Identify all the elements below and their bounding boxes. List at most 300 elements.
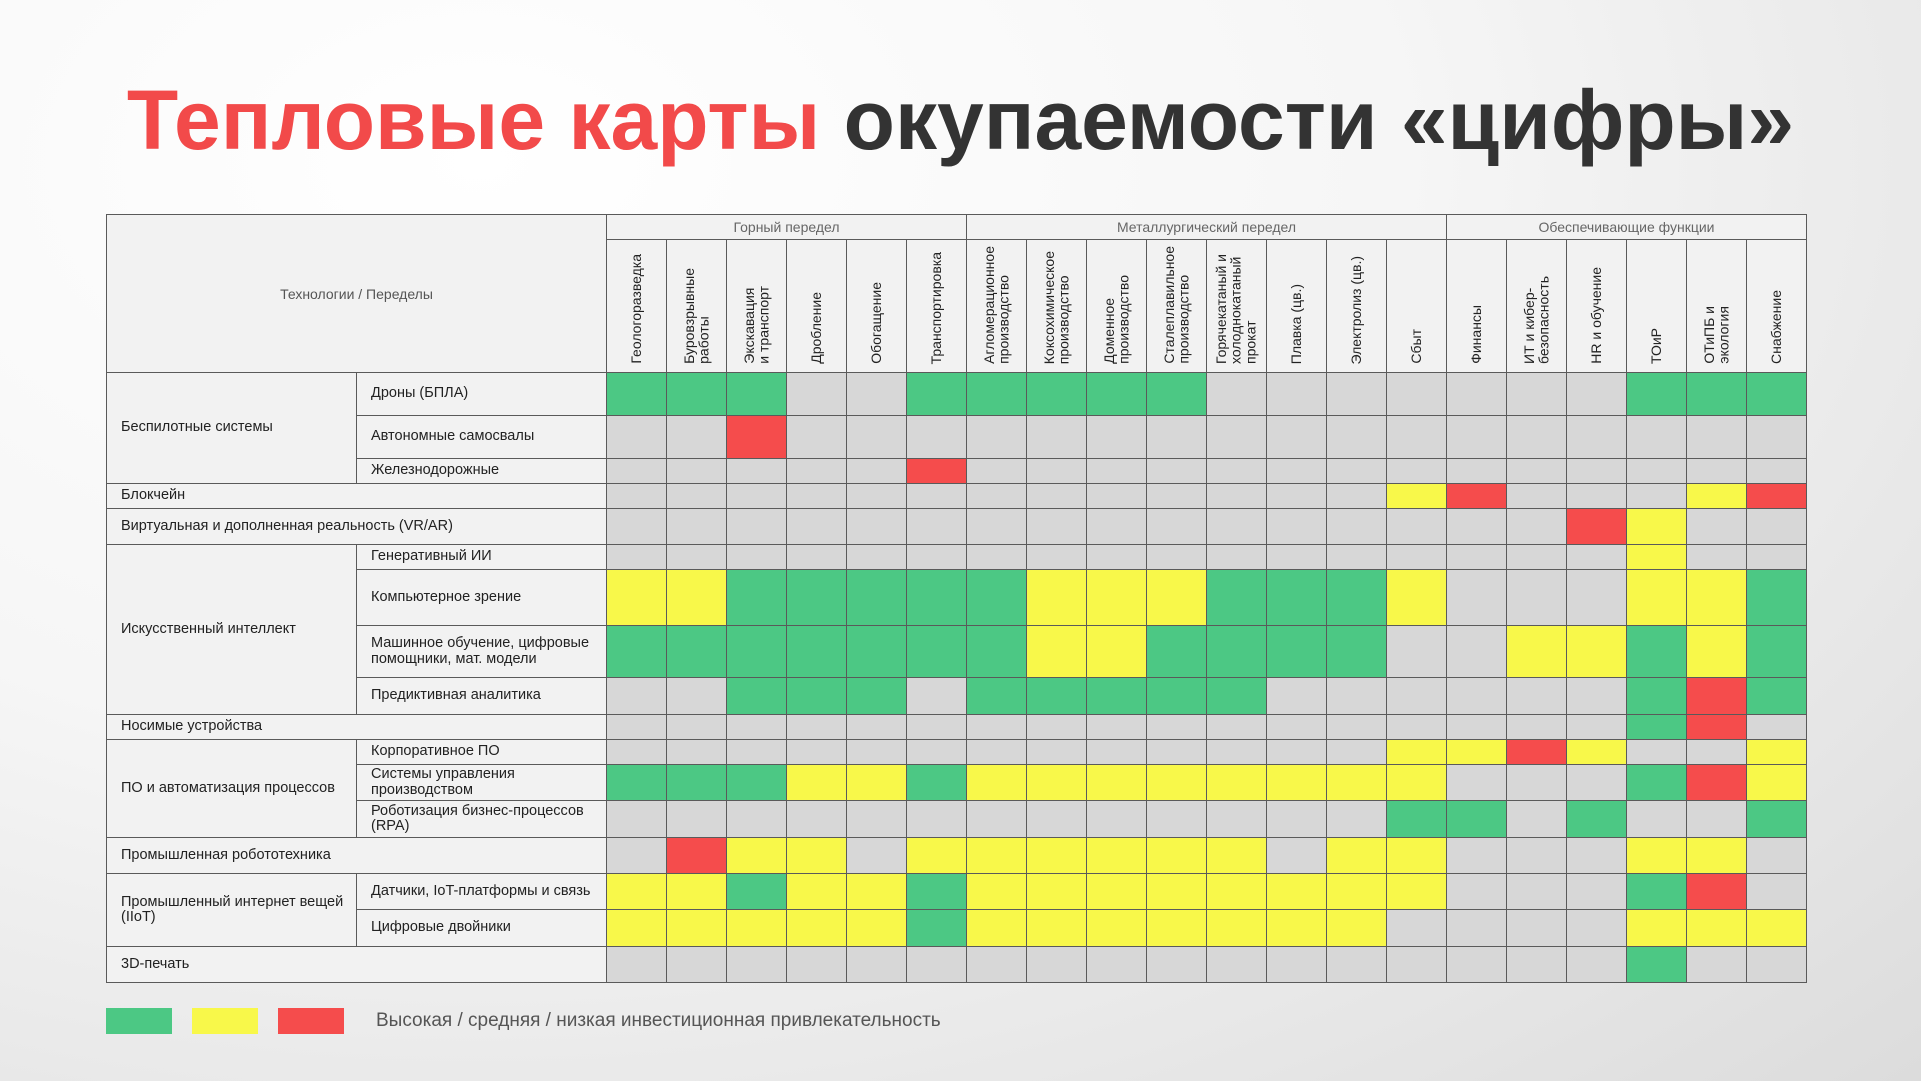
heatmap-cell [1267, 801, 1327, 838]
heatmap-cell [1627, 509, 1687, 545]
heatmap-cell [1687, 459, 1747, 484]
heatmap-cell [1267, 715, 1327, 740]
heatmap-cell [967, 373, 1027, 416]
heatmap-row [107, 484, 1807, 509]
heatmap-row [107, 459, 1807, 484]
heatmap-cell [1447, 910, 1507, 947]
heatmap-cell [907, 838, 967, 874]
heatmap-cell [907, 910, 967, 947]
heatmap-cell [1387, 545, 1447, 570]
heatmap-cell [1507, 874, 1567, 910]
heatmap-cell [1447, 678, 1507, 715]
heatmap-cell [1267, 740, 1327, 765]
heatmap-cell [1687, 416, 1747, 459]
heatmap-cell [907, 765, 967, 801]
heatmap-cell [727, 910, 787, 947]
heatmap-cell [787, 570, 847, 626]
heatmap-cell [1327, 509, 1387, 545]
column-header [907, 240, 967, 373]
heatmap-cell [1747, 765, 1807, 801]
heatmap-cell [1747, 484, 1807, 509]
row-subcategory-label: Компьютерное зрение [357, 570, 607, 626]
column-header [967, 240, 1027, 373]
column-header [1147, 240, 1207, 373]
heatmap-cell [607, 373, 667, 416]
row-category-label: Виртуальная и дополненная реальность (VR/AR) [107, 509, 607, 545]
heatmap-cell [1207, 678, 1267, 715]
heatmap-row [107, 373, 1807, 416]
heatmap-cell [1687, 545, 1747, 570]
heatmap-cell [1687, 626, 1747, 678]
heatmap-cell [727, 765, 787, 801]
heatmap-cell [1267, 484, 1327, 509]
heatmap-cell [847, 910, 907, 947]
heatmap-cell [1507, 459, 1567, 484]
heatmap-cell [1387, 874, 1447, 910]
heatmap-cell [1087, 570, 1147, 626]
heatmap-cell [727, 715, 787, 740]
heatmap-cell [907, 459, 967, 484]
heatmap-cell [1687, 484, 1747, 509]
column-header [1207, 240, 1267, 373]
heatmap-cell [1567, 626, 1627, 678]
heatmap-cell [1687, 947, 1747, 983]
heatmap-cell [1687, 509, 1747, 545]
heatmap-cell [1627, 416, 1687, 459]
heatmap-cell [967, 416, 1027, 459]
heatmap-cell [907, 509, 967, 545]
heatmap-cell [1507, 801, 1567, 838]
column-header [1387, 240, 1447, 373]
heatmap-cell [1087, 715, 1147, 740]
heatmap-cell [1387, 570, 1447, 626]
heatmap-cell [1627, 801, 1687, 838]
heatmap-cell [1027, 910, 1087, 947]
heatmap-cell [727, 545, 787, 570]
heatmap-cell [1207, 459, 1267, 484]
heatmap-cell [727, 484, 787, 509]
heatmap-cell [1027, 373, 1087, 416]
heatmap-cell [847, 545, 907, 570]
heatmap-cell [1087, 484, 1147, 509]
heatmap-cell [1087, 678, 1147, 715]
heatmap-cell [1747, 678, 1807, 715]
heatmap-cell [667, 765, 727, 801]
heatmap-cell [1207, 715, 1267, 740]
heatmap-cell [907, 373, 967, 416]
heatmap-cell [1147, 715, 1207, 740]
heatmap-cell [727, 626, 787, 678]
row-category-label: Искусственный интеллект [107, 545, 357, 715]
heatmap-cell [1327, 459, 1387, 484]
heatmap-cell [1627, 678, 1687, 715]
heatmap-cell [1747, 910, 1807, 947]
heatmap-cell [1087, 838, 1147, 874]
heatmap-cell [1327, 626, 1387, 678]
heatmap-cell [787, 801, 847, 838]
heatmap-cell [1087, 545, 1147, 570]
heatmap-cell [1327, 570, 1387, 626]
heatmap-cell [1207, 801, 1267, 838]
heatmap-cell [607, 740, 667, 765]
heatmap-cell [1207, 545, 1267, 570]
heatmap-cell [1447, 765, 1507, 801]
heatmap-row [107, 874, 1807, 910]
heatmap-cell [1567, 765, 1627, 801]
heatmap-cell [607, 715, 667, 740]
heatmap-cell [1087, 740, 1147, 765]
heatmap-cell [967, 740, 1027, 765]
heatmap-cell [667, 910, 727, 947]
heatmap-cell [967, 570, 1027, 626]
heatmap-cell [1747, 545, 1807, 570]
heatmap-cell [1447, 459, 1507, 484]
heatmap-cell [1327, 874, 1387, 910]
heatmap-cell [667, 484, 727, 509]
heatmap-cell [1327, 947, 1387, 983]
heatmap-cell [1687, 373, 1747, 416]
heatmap-cell [1087, 416, 1147, 459]
heatmap-cell [667, 838, 727, 874]
column-header-label: Обогащение [868, 282, 885, 364]
heatmap-cell [967, 484, 1027, 509]
heatmap-cell [667, 509, 727, 545]
heatmap-cell [1147, 838, 1207, 874]
heatmap-row [107, 740, 1807, 765]
row-subcategory-label: Автономные самосвалы [357, 416, 607, 459]
heatmap-cell [1447, 947, 1507, 983]
legend-swatch-medium [192, 1008, 258, 1034]
heatmap-cell [1147, 874, 1207, 910]
heatmap-cell [727, 801, 787, 838]
heatmap-cell [667, 740, 727, 765]
heatmap-cell [1507, 570, 1567, 626]
column-header-label: ИТ и кибер- безопасность [1520, 276, 1552, 364]
heatmap-cell [1567, 715, 1627, 740]
heatmap-cell [1627, 570, 1687, 626]
heatmap-cell [787, 947, 847, 983]
column-header-label: Буровзрывные работы [680, 268, 712, 364]
row-subcategory-label: Системы управления производством [357, 765, 607, 801]
heatmap-cell [1327, 838, 1387, 874]
heatmap-cell [1567, 459, 1627, 484]
heatmap-cell [1327, 373, 1387, 416]
heatmap-cell [607, 910, 667, 947]
legend-swatch-low [278, 1008, 344, 1034]
row-category-label: Промышленная робототехника [107, 838, 607, 874]
heatmap-cell [1327, 740, 1387, 765]
column-header-label: ОТиПБ и экология [1700, 306, 1732, 364]
heatmap-cell [667, 459, 727, 484]
heatmap-cell [967, 626, 1027, 678]
heatmap-cell [967, 838, 1027, 874]
heatmap-cell [847, 570, 907, 626]
heatmap-cell [967, 947, 1027, 983]
heatmap-cell [1567, 740, 1627, 765]
heatmap-cell [1087, 626, 1147, 678]
heatmap-cell [1087, 910, 1147, 947]
heatmap-cell [1627, 765, 1687, 801]
heatmap-cell [847, 678, 907, 715]
heatmap-row [107, 509, 1807, 545]
heatmap-cell [1147, 545, 1207, 570]
column-header [847, 240, 907, 373]
heatmap-cell [1687, 740, 1747, 765]
heatmap-cell [1387, 373, 1447, 416]
heatmap-cell [1207, 740, 1267, 765]
heatmap-row [107, 801, 1807, 838]
heatmap-cell [667, 715, 727, 740]
heatmap-cell [1567, 838, 1627, 874]
heatmap-cell [1267, 509, 1327, 545]
row-subcategory-label: Железнодорожные [357, 459, 607, 484]
heatmap-cell [1447, 545, 1507, 570]
column-header [1507, 240, 1567, 373]
column-header-label: HR и обучение [1588, 267, 1605, 364]
column-header [1747, 240, 1807, 373]
legend [106, 1008, 941, 1034]
heatmap-cell [667, 416, 727, 459]
heatmap-cell [1087, 874, 1147, 910]
heatmap-cell [1387, 740, 1447, 765]
heatmap-cell [787, 626, 847, 678]
heatmap-cell [847, 373, 907, 416]
heatmap-cell [1327, 484, 1387, 509]
heatmap-cell [847, 947, 907, 983]
heatmap-cell [1387, 910, 1447, 947]
heatmap-cell [1567, 484, 1627, 509]
heatmap-cell [1447, 874, 1507, 910]
row-category-label: ПО и автоматизация процессов [107, 740, 357, 838]
column-header [787, 240, 847, 373]
heatmap-cell [727, 416, 787, 459]
heatmap-cell [967, 874, 1027, 910]
heatmap-cell [967, 765, 1027, 801]
heatmap-cell [1627, 838, 1687, 874]
heatmap-cell [847, 801, 907, 838]
heatmap-cell [727, 373, 787, 416]
column-header-label: ТОиР [1648, 328, 1665, 364]
heatmap-cell [1747, 570, 1807, 626]
column-header-label: Горячекатаный и холоднокатаный прокат [1213, 254, 1259, 364]
row-subcategory-label: Цифровые двойники [357, 910, 607, 947]
heatmap-cell [787, 545, 847, 570]
heatmap-row [107, 626, 1807, 678]
row-subcategory-label: Генеративный ИИ [357, 545, 607, 570]
heatmap-cell [607, 509, 667, 545]
heatmap-cell [1507, 626, 1567, 678]
heatmap-cell [787, 484, 847, 509]
heatmap-cell [1087, 765, 1147, 801]
heatmap-cell [1027, 874, 1087, 910]
heatmap-cell [1507, 838, 1567, 874]
heatmap-cell [1627, 484, 1687, 509]
heatmap-row [107, 838, 1807, 874]
heatmap-cell [787, 678, 847, 715]
heatmap-cell [1147, 416, 1207, 459]
heatmap-row [107, 570, 1807, 626]
heatmap-cell [1387, 484, 1447, 509]
heatmap-cell [1387, 626, 1447, 678]
heatmap-cell [1207, 570, 1267, 626]
heatmap-cell [1567, 373, 1627, 416]
heatmap-cell [1447, 626, 1507, 678]
heatmap-cell [1507, 484, 1567, 509]
heatmap-cell [607, 626, 667, 678]
heatmap-cell [1087, 459, 1147, 484]
heatmap-cell [1267, 910, 1327, 947]
heatmap-row [107, 678, 1807, 715]
heatmap-cell [967, 910, 1027, 947]
column-header-label: Снабжение [1768, 290, 1785, 364]
heatmap-cell [1687, 765, 1747, 801]
heatmap-cell [1147, 373, 1207, 416]
column-header-label: Дробление [808, 292, 825, 364]
heatmap-cell [1147, 740, 1207, 765]
heatmap-cell [607, 570, 667, 626]
column-header [667, 240, 727, 373]
row-subcategory-label: Предиктивная аналитика [357, 678, 607, 715]
heatmap-cell [967, 509, 1027, 545]
heatmap-cell [1567, 545, 1627, 570]
heatmap-cell [727, 947, 787, 983]
heatmap-cell [1387, 801, 1447, 838]
heatmap-cell [607, 484, 667, 509]
heatmap-cell [1207, 416, 1267, 459]
column-header-label: Сбыт [1408, 329, 1425, 364]
heatmap-cell [1447, 509, 1507, 545]
heatmap-cell [787, 459, 847, 484]
heatmap-cell [1447, 715, 1507, 740]
heatmap-cell [1327, 678, 1387, 715]
heatmap-cell [1207, 509, 1267, 545]
column-header-label: Финансы [1468, 305, 1485, 364]
column-header-label: Геологоразведка [628, 254, 645, 364]
heatmap-cell [607, 838, 667, 874]
heatmap-cell [727, 459, 787, 484]
heatmap-cell [1207, 373, 1267, 416]
heatmap-cell [907, 545, 967, 570]
heatmap-cell [1747, 838, 1807, 874]
row-category-label: Беспилотные системы [107, 373, 357, 484]
heatmap-cell [1267, 626, 1327, 678]
heatmap-cell [907, 570, 967, 626]
column-header-label: Доменное производство [1100, 275, 1132, 364]
heatmap-cell [1747, 874, 1807, 910]
heatmap-cell [1507, 373, 1567, 416]
heatmap-cell [607, 801, 667, 838]
heatmap-cell [847, 765, 907, 801]
heatmap-cell [1747, 626, 1807, 678]
heatmap-cell [727, 874, 787, 910]
heatmap-cell [967, 459, 1027, 484]
title-rest: окупаемости «цифры» [843, 73, 1795, 167]
heatmap-cell [1207, 910, 1267, 947]
heatmap-cell [1027, 678, 1087, 715]
row-subcategory-label: Дроны (БПЛА) [357, 373, 607, 416]
heatmap-cell [1087, 509, 1147, 545]
heatmap-cell [1027, 838, 1087, 874]
heatmap-cell [1327, 801, 1387, 838]
heatmap-cell [1687, 838, 1747, 874]
heatmap-cell [1027, 416, 1087, 459]
row-category-label: 3D-печать [107, 947, 607, 983]
heatmap-cell [607, 765, 667, 801]
heatmap-cell [1387, 765, 1447, 801]
heatmap-cell [1147, 484, 1207, 509]
heatmap-cell [1147, 765, 1207, 801]
row-subcategory-label: Роботизация бизнес-процессов (RPA) [357, 801, 607, 838]
heatmap-cell [1267, 947, 1327, 983]
heatmap-cell [1567, 570, 1627, 626]
heatmap-cell [667, 874, 727, 910]
heatmap-cell [1207, 765, 1267, 801]
heatmap-cell [967, 678, 1027, 715]
column-header [1027, 240, 1087, 373]
heatmap-cell [787, 838, 847, 874]
heatmap-cell [847, 484, 907, 509]
heatmap-cell [1267, 545, 1327, 570]
heatmap-cell [847, 838, 907, 874]
heatmap-cell [1507, 765, 1567, 801]
column-header-label: Экскавация и транспорт [740, 286, 772, 364]
heatmap-cell [1027, 545, 1087, 570]
heatmap-cell [1027, 715, 1087, 740]
heatmap-cell [1147, 801, 1207, 838]
heatmap-cell [847, 416, 907, 459]
heatmap-cell [847, 626, 907, 678]
heatmap-cell [787, 910, 847, 947]
row-category-label: Носимые устройства [107, 715, 607, 740]
heatmap-row [107, 910, 1807, 947]
heatmap-row [107, 545, 1807, 570]
heatmap-cell [667, 570, 727, 626]
row-subcategory-label: Датчики, IoT-платформы и связь [357, 874, 607, 910]
heatmap-cell [1267, 765, 1327, 801]
heatmap-cell [1507, 678, 1567, 715]
heatmap-cell [727, 678, 787, 715]
heatmap-cell [1267, 373, 1327, 416]
heatmap-cell [787, 373, 847, 416]
heatmap-cell [727, 570, 787, 626]
heatmap-cell [1087, 947, 1147, 983]
heatmap-row [107, 947, 1807, 983]
row-subcategory-label: Корпоративное ПО [357, 740, 607, 765]
heatmap-cell [1747, 373, 1807, 416]
heatmap-cell [1567, 509, 1627, 545]
heatmap-cell [1567, 801, 1627, 838]
heatmap-cell [787, 740, 847, 765]
column-header [1267, 240, 1327, 373]
column-header [1687, 240, 1747, 373]
page-title [0, 73, 1921, 167]
heatmap-cell [1027, 570, 1087, 626]
heatmap-cell [787, 715, 847, 740]
heatmap-cell [727, 740, 787, 765]
heatmap-cell [787, 765, 847, 801]
column-header-label: Электролиз (цв.) [1348, 255, 1365, 364]
heatmap-cell [1507, 545, 1567, 570]
column-header [607, 240, 667, 373]
heatmap-cell [787, 509, 847, 545]
column-header-label: Транспортировка [928, 251, 945, 364]
heatmap-cell [1507, 740, 1567, 765]
heatmap-cell [967, 545, 1027, 570]
heatmap-cell [1747, 459, 1807, 484]
heatmap-row [107, 715, 1807, 740]
heatmap-cell [1447, 740, 1507, 765]
row-category-label: Промышленный интернет вещей (IIoT) [107, 874, 357, 947]
